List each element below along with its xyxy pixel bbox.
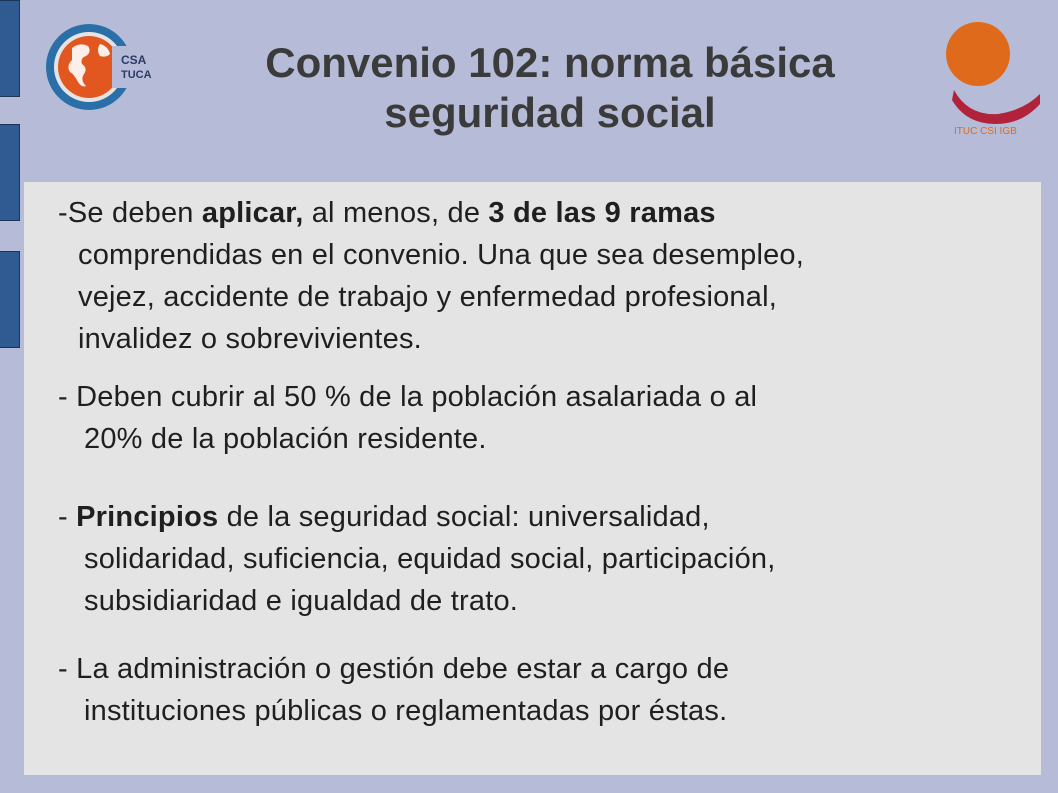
bullet-line: comprendidas en el convenio. Una que sea desempleo, [78,239,804,271]
csa-tuca-logo [42,20,157,115]
title-line-1: Convenio 102: norma básica [265,39,835,86]
side-decoration-bar [0,124,20,221]
title-line-2: seguridad social [384,89,716,136]
bullet-line: instituciones públicas o reglamentadas por éstas. [84,695,728,727]
bullet-line: - Principios de la seguridad social: universalidad, [58,501,710,533]
bullet-administracion [58,648,1038,732]
svg-text:ITUC CSI IGB: ITUC CSI IGB [954,126,1017,137]
bullet-line: - Deben cubrir al 50 % de la población asalariada o al [58,381,758,413]
bullet-line: invalidez o sobrevivientes. [78,323,422,355]
bullet-principios [58,496,1038,622]
side-decoration-bar [0,0,20,97]
slide-title [170,38,930,138]
content-panel [24,182,1041,775]
svg-text:CSA: CSA [121,53,147,67]
bullet-cobertura [58,376,1038,460]
svg-text:TUCA: TUCA [121,69,152,81]
bullet-ramas [58,192,1038,360]
bullet-line: 20% de la población residente. [84,423,487,455]
side-decoration-bar [0,251,20,348]
bullet-line: - La administración o gestión debe estar a cargo de [58,653,730,685]
bullet-line: subsidiaridad e igualdad de trato. [84,585,519,617]
ituc-csi-igb-logo [938,18,1048,138]
bullet-line: -Se deben aplicar, al menos, de 3 de las 9 ramas [58,197,716,229]
bullet-line: solidaridad, suficiencia, equidad social, participación, [84,543,776,575]
bullet-line: vejez, accidente de trabajo y enfermedad profesional, [78,281,777,313]
